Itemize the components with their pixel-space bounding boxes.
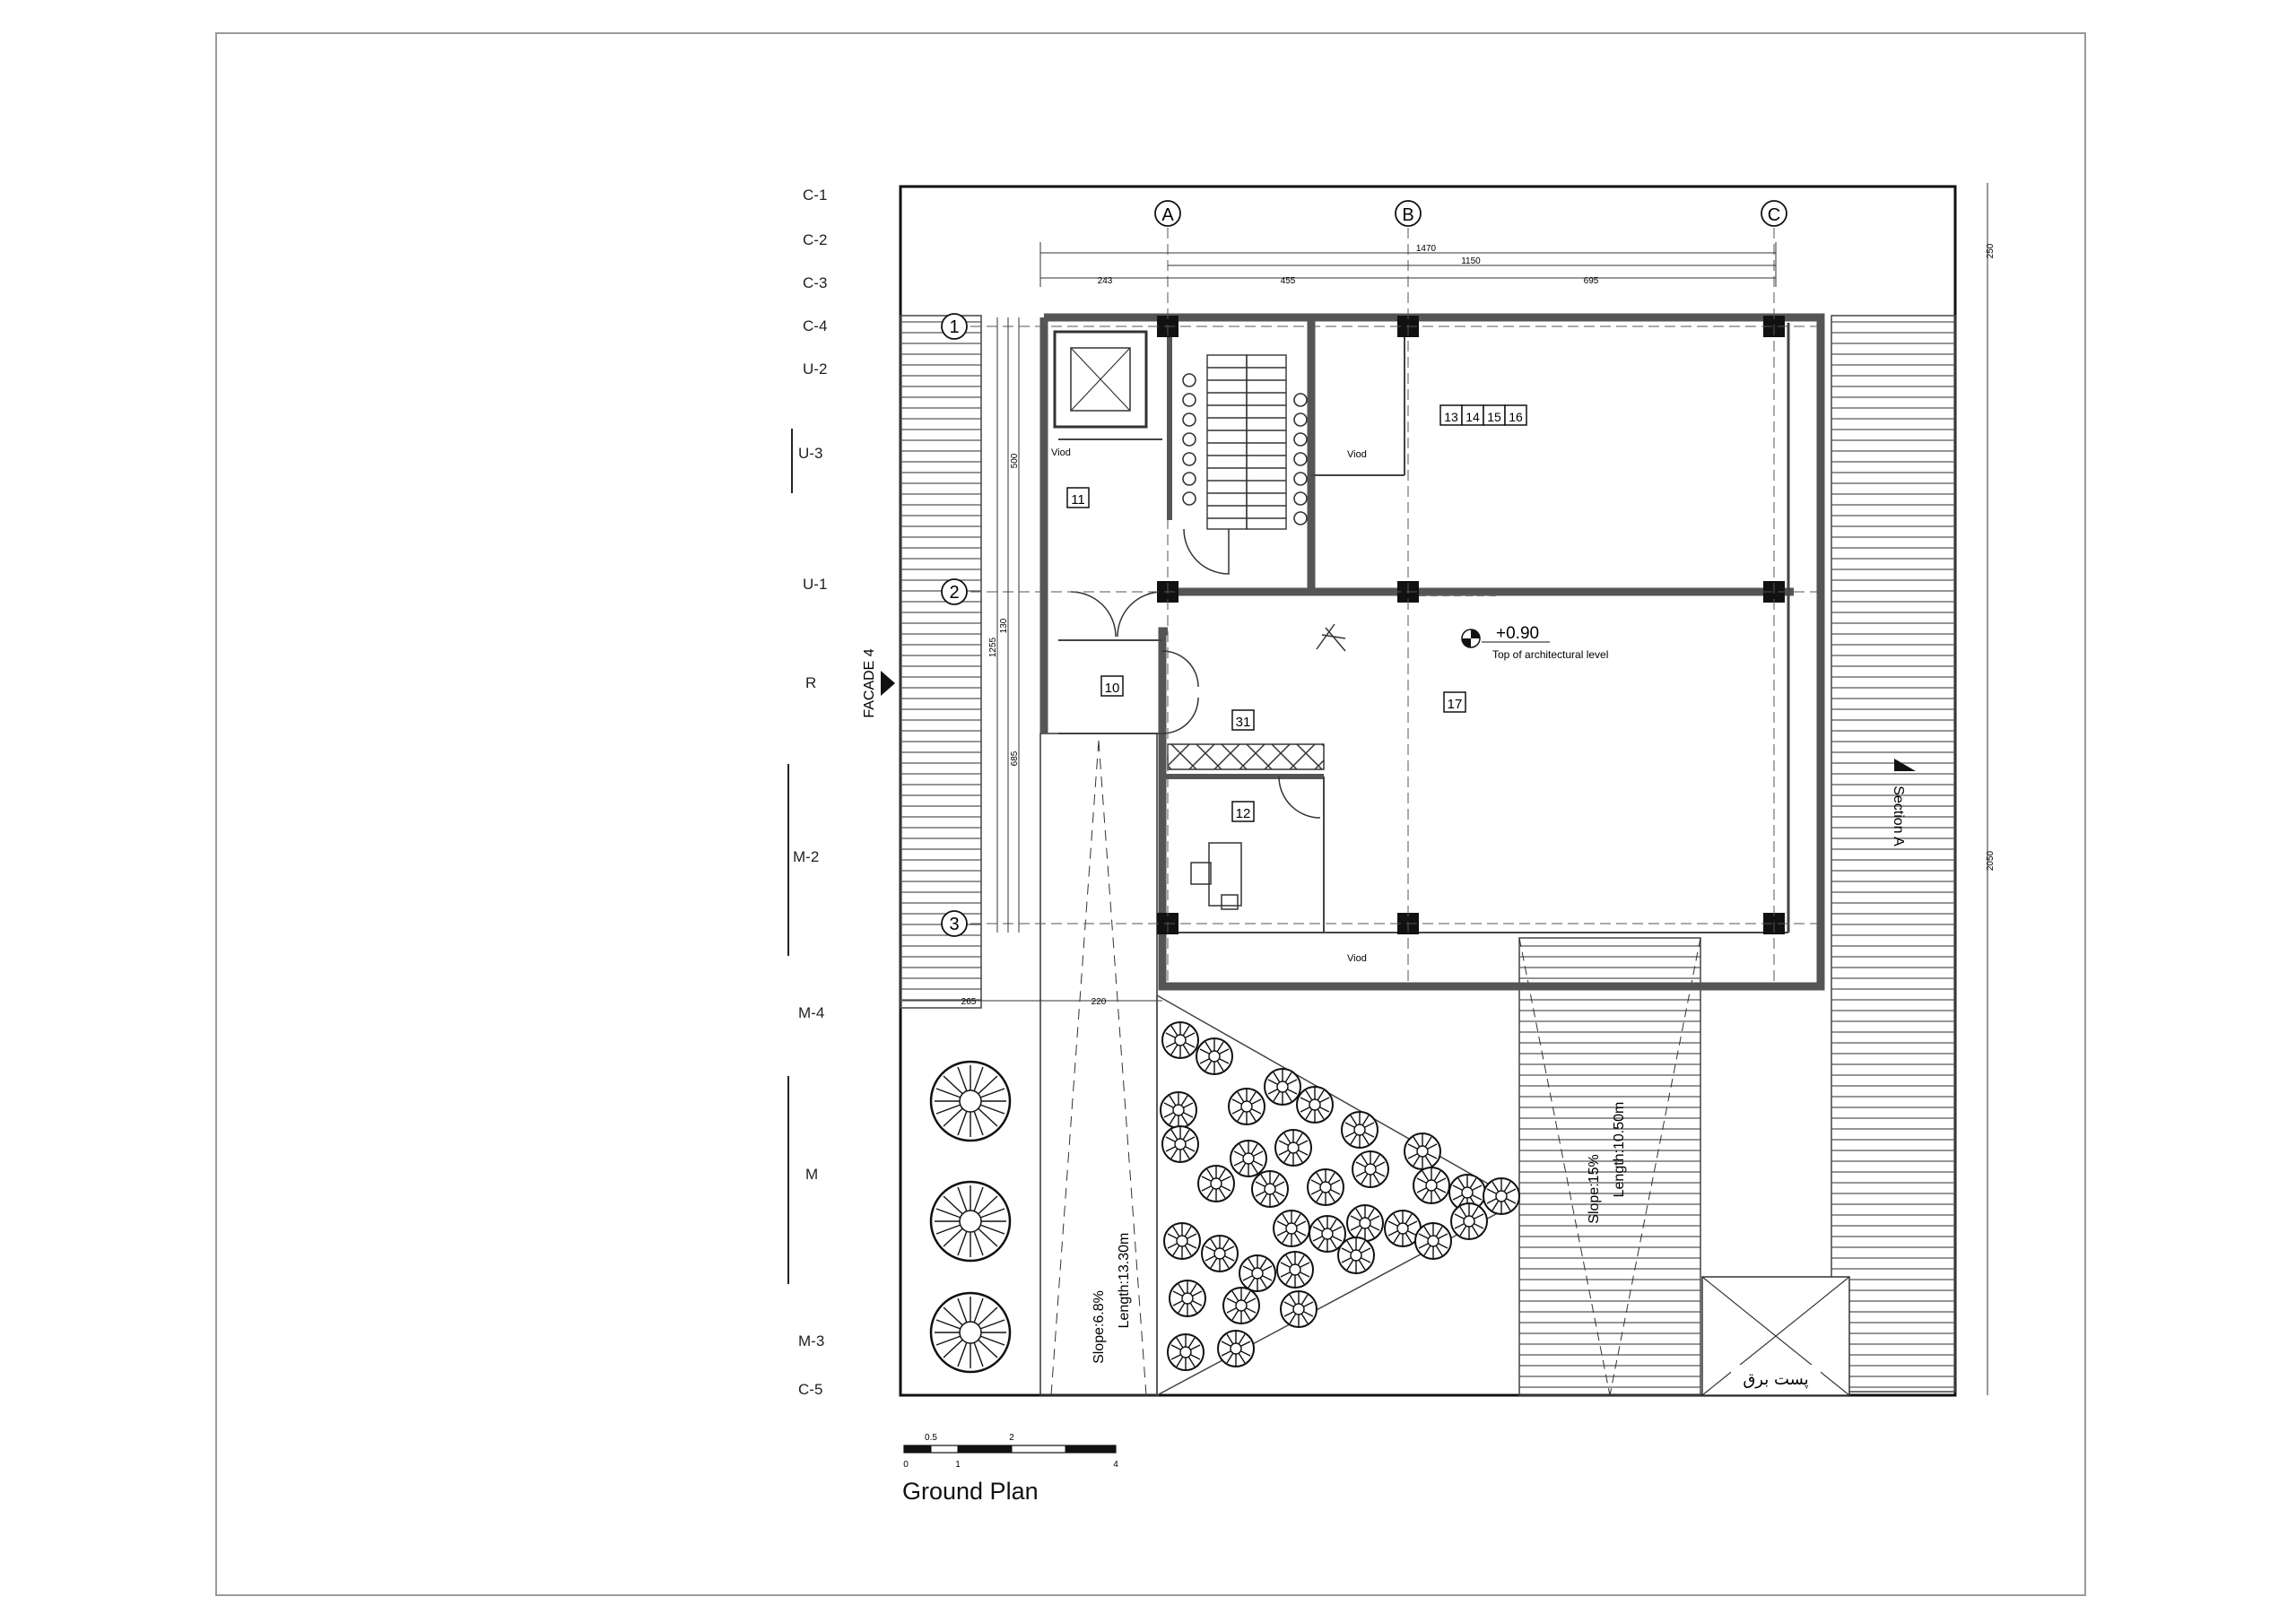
axis-2: 2 (949, 583, 960, 603)
dim-right-b: 2050 (1986, 850, 1996, 872)
office-desk (1191, 843, 1241, 909)
scale-b4: 4 (1113, 1460, 1118, 1470)
stair-balusters (1183, 374, 1307, 525)
garden-tree (1451, 1203, 1487, 1239)
ramp1-length: Length:13.30m (1117, 1232, 1132, 1329)
legend-code: C-1 (803, 187, 828, 204)
garden-tree (1415, 1223, 1451, 1259)
dim-d1: 243 (1097, 276, 1113, 286)
axis-3: 3 (949, 915, 960, 934)
big-trees (931, 1062, 1010, 1372)
grid-bubbles (942, 201, 1787, 936)
ramp2-length: Length:10.50m (1612, 1101, 1627, 1198)
garden-tree (1223, 1288, 1259, 1324)
facade-arrow (881, 671, 895, 696)
room-11: 11 (1071, 492, 1085, 508)
garden-tree (1231, 1141, 1266, 1176)
substation-label: پست برق (1743, 1370, 1809, 1389)
viod-label-3: Viod (1347, 953, 1367, 964)
dim-sub: 1150 (1461, 256, 1481, 266)
garden-tree (1281, 1291, 1317, 1327)
garden-tree (1198, 1166, 1234, 1202)
room-10: 10 (1104, 681, 1120, 696)
section-label: Section A (1891, 785, 1906, 846)
legend-code: C-4 (803, 317, 828, 334)
garden-tree (1265, 1069, 1300, 1105)
garden-tree (1196, 1038, 1232, 1074)
room-31: 31 (1235, 715, 1251, 730)
garden-tree (1338, 1237, 1374, 1273)
level-value: +0.90 (1496, 624, 1540, 643)
dim-bottom-a: 265 (961, 997, 977, 1007)
garden-tree (1161, 1092, 1196, 1128)
dim-total: 1470 (1415, 244, 1437, 254)
room-14: 14 (1465, 410, 1480, 424)
legend-code-r: R (805, 674, 817, 691)
level-symbol-diagram (1317, 624, 1345, 651)
ramp2-slope: Slope:15% (1587, 1154, 1602, 1224)
garden-tree (1218, 1331, 1254, 1367)
ramp1-slope: Slope:6.8% (1091, 1290, 1107, 1364)
room-13: 13 (1444, 410, 1458, 424)
axis-1: 1 (949, 317, 960, 337)
garden-tree (1483, 1178, 1519, 1214)
garden-tree (1297, 1087, 1333, 1123)
axis-a: A (1161, 205, 1174, 225)
garden-tree (1275, 1130, 1311, 1166)
dim-bottom-b: 220 (1091, 997, 1107, 1007)
scale-t2: 2 (1009, 1433, 1014, 1443)
dim-left-b: 1255 (988, 637, 998, 658)
building-walls (1044, 317, 1821, 986)
garden-tree (1342, 1112, 1378, 1148)
left-strip (900, 316, 981, 1008)
garden-trees (1161, 1022, 1519, 1370)
garden-tree (1239, 1255, 1275, 1291)
dim-d3: 695 (1583, 276, 1599, 286)
garden-tree (1274, 1211, 1309, 1246)
garden-tree (1252, 1171, 1288, 1207)
axis-b: B (1402, 205, 1414, 225)
dim-left-a: 500 (1010, 453, 1020, 469)
legend-code: M-4 (798, 1004, 825, 1021)
legend-code: M (805, 1166, 819, 1183)
garden-tree (1347, 1205, 1383, 1241)
garden-tree (1352, 1151, 1388, 1187)
garden-tree (1170, 1280, 1205, 1316)
legend-code: C-2 (803, 231, 828, 248)
level-note: Top of architectural level (1492, 648, 1609, 661)
dim-right-a: 250 (1986, 243, 1996, 259)
viod-label-1: Viod (1051, 447, 1071, 458)
stair-left (1207, 355, 1247, 529)
axis-c: C (1767, 205, 1781, 225)
legend-code: U-2 (803, 360, 828, 378)
dim-left-c: 130 (999, 618, 1009, 634)
legend-code: C-3 (803, 274, 828, 291)
hatched-partition (1168, 744, 1324, 769)
garden-tree (1164, 1223, 1200, 1259)
garden-tree (1168, 1334, 1204, 1370)
garden-tree (1229, 1089, 1265, 1124)
drawing-title: Ground Plan (902, 1478, 1039, 1505)
garden-tree (1413, 1167, 1449, 1203)
legend-code-m2: M-2 (793, 848, 820, 865)
garden-tree (1405, 1133, 1440, 1169)
legend-code: U-1 (803, 576, 828, 593)
viod-label-2: Viod (1347, 449, 1367, 460)
garden-tree (1277, 1252, 1313, 1288)
garden-tree (1162, 1022, 1198, 1058)
scale-b1: 1 (955, 1460, 961, 1470)
stair-right (1247, 355, 1286, 529)
dim-left-d: 685 (1010, 751, 1020, 767)
scale-bar (904, 1445, 1116, 1453)
ramp-right (1519, 938, 1700, 1395)
room-16: 16 (1509, 410, 1523, 424)
right-strip (1831, 316, 1955, 1392)
garden-tree (1308, 1169, 1344, 1205)
scale-b0: 0 (903, 1460, 909, 1470)
dim-d2: 455 (1280, 276, 1296, 286)
scale-t1: 0.5 (925, 1433, 937, 1443)
room-12: 12 (1235, 806, 1251, 821)
garden-tree (1162, 1126, 1198, 1162)
garden-tree (1202, 1236, 1238, 1271)
legend-code: C-5 (798, 1381, 823, 1398)
room-17: 17 (1447, 697, 1463, 712)
legend-code-u3: U-3 (798, 445, 823, 462)
room-15: 15 (1487, 410, 1501, 424)
facade-label: FACADE 4 (862, 648, 877, 718)
legend-code: M-3 (798, 1332, 825, 1350)
